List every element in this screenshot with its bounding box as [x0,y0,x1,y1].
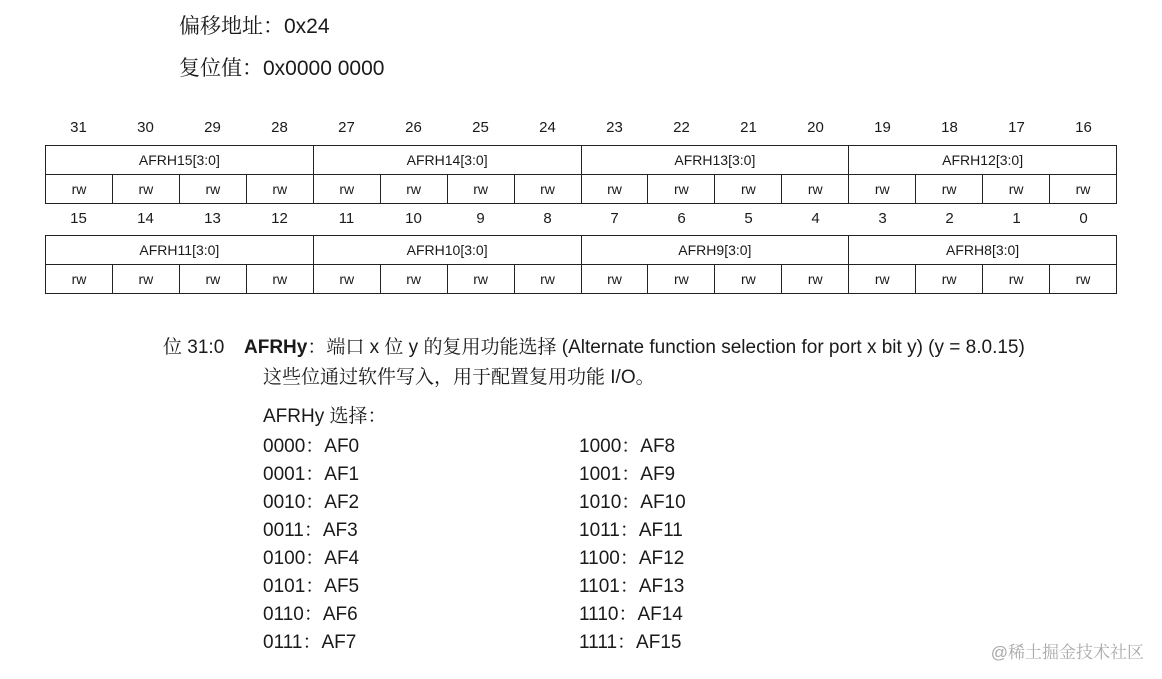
field-desc-text: ：端口 x 位 y 的复用功能选择 (Alternate function selection for port x bit y) (y = 8.0.15) [307,337,1025,358]
access-cell: rw [715,265,782,294]
option-item: 0000：AF0 [263,436,360,457]
option-item: 1010：AF10 [579,492,686,513]
register-field: AFRH12[3:0] [849,146,1117,175]
bit-number: 11 [338,210,355,227]
access-cell: rw [849,175,916,204]
bit-number: 2 [945,210,954,227]
access-cell: rw [179,175,246,204]
reset-label: 复位值： [179,57,263,80]
access-cell: rw [179,265,246,294]
bit-numbers-high [45,117,1117,139]
offset-label: 偏移地址： [179,15,284,38]
access-cell: rw [983,175,1050,204]
bit-number: 22 [673,119,690,136]
access-cell: rw [782,265,849,294]
access-cell: rw [380,175,447,204]
bit-number: 17 [1008,119,1025,136]
bit-number: 28 [271,119,288,136]
access-row-high [46,175,1117,204]
access-row-low [46,265,1117,294]
watermark: @稀土掘金技术社区 [990,643,1144,662]
option-item: 1001：AF9 [579,464,676,485]
bit-number: 24 [539,119,556,136]
bit-number: 20 [807,119,824,136]
bit-number: 21 [740,119,757,136]
access-cell: rw [916,175,983,204]
option-item: 1000：AF8 [579,436,676,457]
bit-number: 14 [137,210,154,227]
bit-range-label: 位 31:0 [163,337,225,358]
register-field: AFRH14[3:0] [313,146,581,175]
register-field: AFRH11[3:0] [46,236,314,265]
access-cell: rw [648,265,715,294]
register-field: AFRH13[3:0] [581,146,849,175]
options-right-column [579,433,686,657]
access-cell: rw [514,175,581,204]
select-title: AFRHy 选择： [263,406,387,427]
access-cell: rw [514,265,581,294]
access-cell: rw [715,175,782,204]
access-cell: rw [313,175,380,204]
option-item: 1110：AF14 [579,604,683,625]
bit-number: 4 [811,210,820,227]
register-table-high [45,145,1117,204]
bit-number: 29 [204,119,221,136]
bit-number: 3 [878,210,887,227]
register-table-low [45,235,1117,294]
bit-number: 1 [1012,210,1021,227]
option-item: 0101：AF5 [263,576,360,597]
bit-numbers-low [45,208,1117,230]
access-cell: rw [447,265,514,294]
bit-number: 18 [941,119,958,136]
access-cell: rw [983,265,1050,294]
access-cell: rw [313,265,380,294]
register-field: AFRH10[3:0] [313,236,581,265]
option-item: 0111：AF7 [263,632,357,653]
option-item: 0011：AF3 [263,520,358,541]
bit-number: 30 [137,119,154,136]
field-description [244,336,1025,360]
bit-number: 6 [677,210,686,227]
access-cell: rw [782,175,849,204]
bit-number: 12 [271,210,288,227]
offset-address [179,14,330,40]
access-cell: rw [46,175,113,204]
register-field: AFRH9[3:0] [581,236,849,265]
option-item: 1100：AF12 [579,548,685,569]
access-cell: rw [112,175,179,204]
bit-number: 5 [744,210,753,227]
access-cell: rw [581,265,648,294]
bit-number: 23 [606,119,623,136]
bit-number: 19 [874,119,891,136]
access-cell: rw [380,265,447,294]
description-line2: 这些位通过软件写入，用于配置复用功能 I/O。 [263,367,655,388]
access-cell: rw [112,265,179,294]
access-cell: rw [246,175,313,204]
access-cell: rw [648,175,715,204]
field-row-high [46,146,1117,175]
bit-number: 10 [405,210,422,227]
bit-number: 8 [543,210,552,227]
bit-number: 15 [70,210,87,227]
access-cell: rw [246,265,313,294]
offset-value: 0x24 [284,15,330,38]
reset-value: 0x0000 0000 [263,57,385,80]
option-item: 1101：AF13 [579,576,685,597]
access-cell: rw [849,265,916,294]
access-cell: rw [447,175,514,204]
bit-number: 16 [1075,119,1092,136]
options-left-column [263,433,359,657]
bit-number: 7 [610,210,619,227]
bit-number: 31 [70,119,87,136]
option-item: 0100：AF4 [263,548,360,569]
bit-number: 26 [405,119,422,136]
register-field: AFRH15[3:0] [46,146,314,175]
option-item: 1011：AF11 [579,520,683,541]
access-cell: rw [46,265,113,294]
register-field: AFRH8[3:0] [849,236,1117,265]
access-cell: rw [1050,175,1117,204]
field-row-low [46,236,1117,265]
option-item: 0110：AF6 [263,604,358,625]
access-cell: rw [581,175,648,204]
bit-number: 13 [204,210,221,227]
bit-number: 25 [472,119,489,136]
bit-number: 27 [338,119,355,136]
access-cell: rw [1050,265,1117,294]
access-cell: rw [916,265,983,294]
option-item: 1111：AF15 [579,632,682,653]
bit-number: 0 [1079,210,1088,227]
option-item: 0001：AF1 [263,464,360,485]
field-name: AFRHy [244,337,308,358]
bit-number: 9 [476,210,485,227]
option-item: 0010：AF2 [263,492,360,513]
reset-value-line [179,56,384,82]
